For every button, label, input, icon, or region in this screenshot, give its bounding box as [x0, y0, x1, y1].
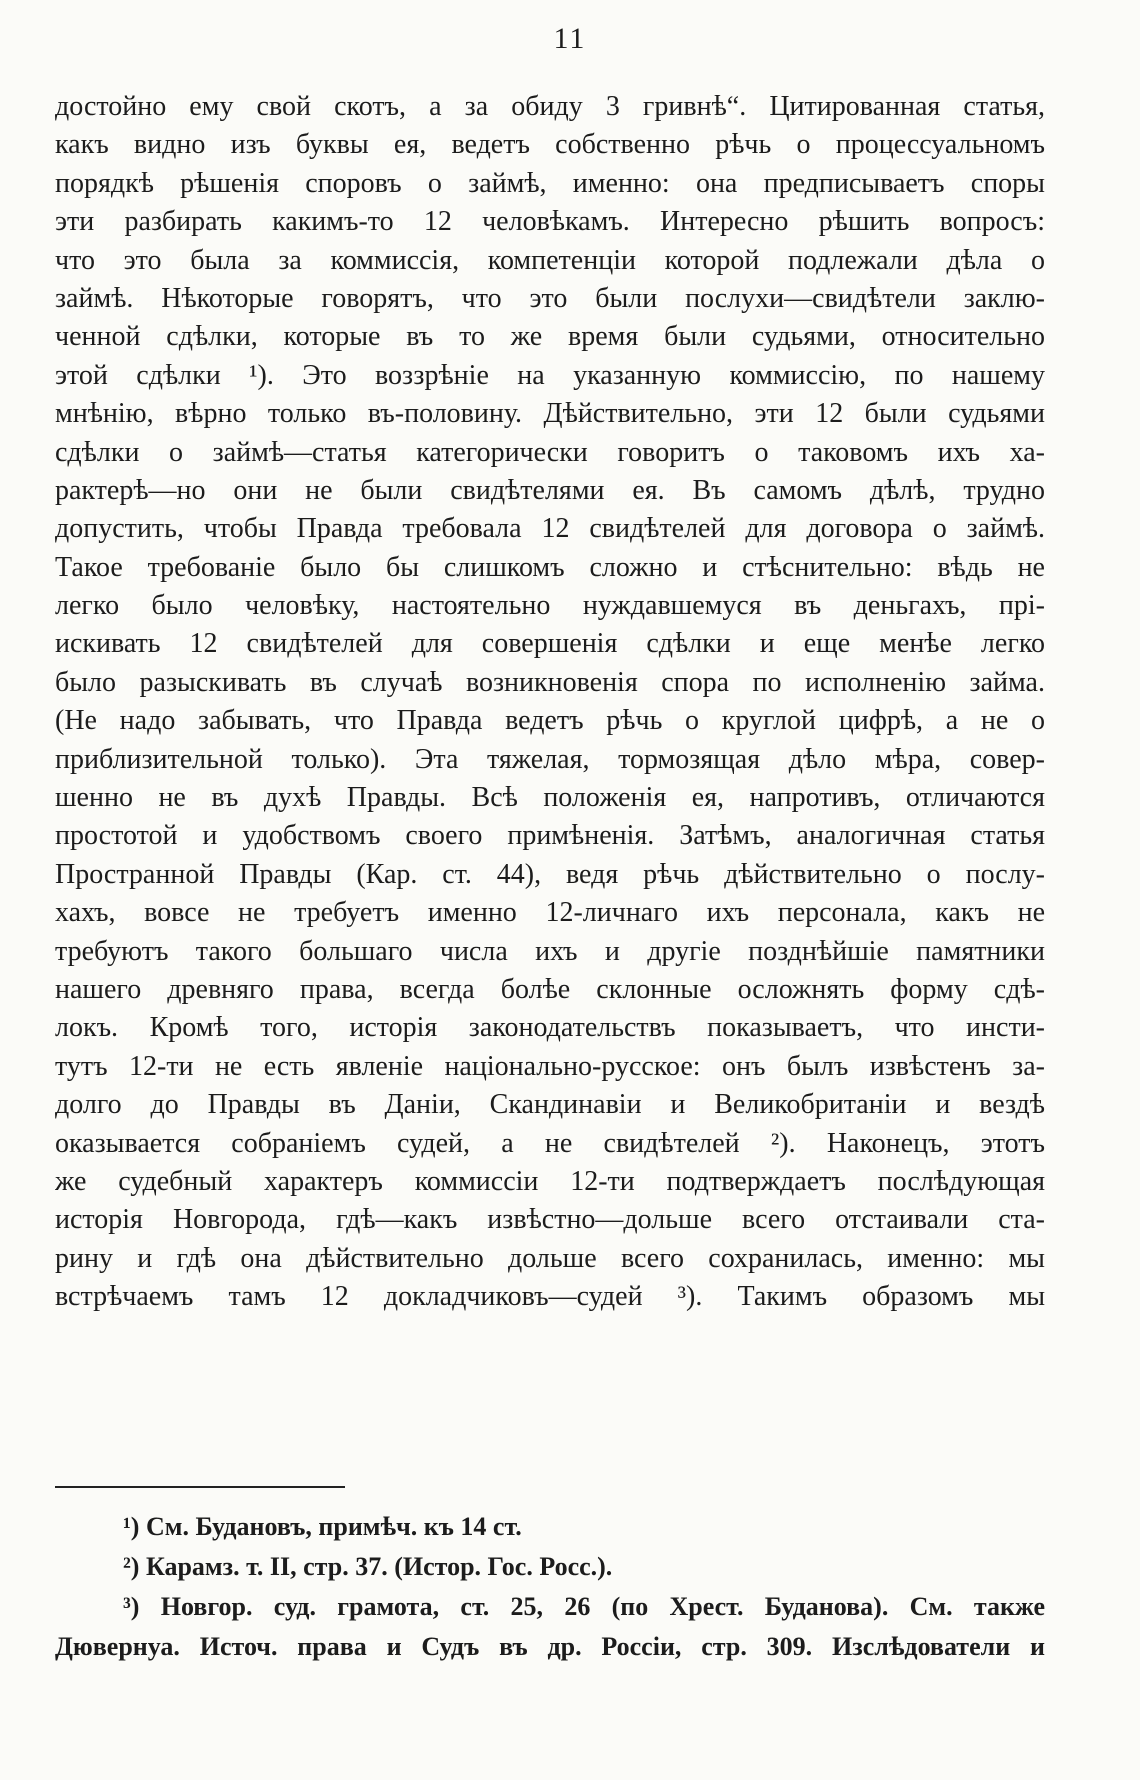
text-line: нашего древняго права, всегда болѣе склонные осложнять форму сдѣ- [55, 973, 1045, 1005]
text-line: мнѣнію, вѣрно только въ-половину. Дѣйствительно, эти 12 были судьями [55, 398, 1045, 430]
page-number: 11 [553, 22, 587, 55]
text-line: приблизительной только). Эта тяжелая, тормозящая дѣло мѣра, совер- [55, 743, 1045, 775]
text-line: требуютъ такого большаго числа ихъ и другіе позднѣйшіе памятники [55, 935, 1045, 967]
footnote-1: ¹) См. Будановъ, примѣч. къ 14 ст. [123, 1512, 522, 1541]
text-line: оказывается собраніемъ судей, а не свидѣтелей ²). Наконецъ, этотъ [55, 1127, 1045, 1159]
footnote-divider [55, 1486, 345, 1488]
text-line: достойно ему свой скотъ, а за обиду 3 гривнѣ“. Цитированная статья, [55, 91, 1045, 122]
text-line: ченной сдѣлки, которые въ то же время были судьями, относительно [55, 321, 1045, 353]
text-line: встрѣчаемъ тамъ 12 докладчиковъ—судей ³). Такимъ образомъ мы [55, 1281, 1045, 1313]
text-line: легко было человѣку, настоятельно нуждавшемуся въ деньгахъ, прі- [55, 590, 1045, 622]
text-line: займѣ. Нѣкоторые говорятъ, что это были послухи—свидѣтели заклю- [55, 282, 1045, 314]
text-line: локъ. Кромѣ того, исторія законодательствъ показываетъ, что инсти- [55, 1012, 1045, 1044]
text-line: исторія Новгорода, гдѣ—какъ извѣстно—дольше всего отстаивали ста- [55, 1204, 1045, 1236]
footnote-2: ²) Карамз. т. II, стр. 37. (Истор. Гос. Росс.). [123, 1552, 613, 1581]
text-line: же судебный характеръ коммиссіи 12-ти подтверждаетъ послѣдующая [55, 1165, 1045, 1197]
text-line: сдѣлки о займѣ—статья категорически говоритъ о таковомъ ихъ ха- [55, 436, 1045, 468]
footnote-3: ³) Новгор. суд. грамота, ст. 25, 26 (по Хрест. Буданова). См. также [123, 1592, 1045, 1621]
text-line: порядкѣ рѣшенія споровъ о займѣ, именно: она предписываетъ споры [55, 167, 1045, 199]
text-line: хахъ, вовсе не требуетъ именно 12-личнаго ихъ персонала, какъ не [55, 897, 1045, 929]
text-line: допустить, чтобы Правда требовала 12 свидѣтелей для договора о займѣ. [55, 513, 1045, 545]
text-line: какъ видно изъ буквы ея, ведетъ собственно рѣчь о процессуальномъ [55, 129, 1045, 161]
body-text [55, 88, 1045, 1317]
text-line: Такое требованіе было бы слишкомъ сложно и стѣснительно: вѣдь не [55, 551, 1045, 583]
text-line: шенно не въ духѣ Правды. Всѣ положенія ея, напротивъ, отличаются [55, 782, 1045, 814]
text-line: эти разбирать какимъ-то 12 человѣкамъ. Интересно рѣшить вопросъ: [55, 206, 1045, 238]
text-line: простотой и удобствомъ своего примѣненія. Затѣмъ, аналогичная статья [55, 820, 1045, 852]
text-line: (Не надо забывать, что Правда ведетъ рѣчь о круглой цифрѣ, а не о [55, 705, 1045, 737]
text-line: долго до Правды въ Даніи, Скандинавіи и Великобританіи и вездѣ [55, 1089, 1045, 1121]
text-line: рину и гдѣ она дѣйствительно дольше всего сохранилась, именно: мы [55, 1242, 1045, 1274]
text-line: было разыскивать въ случаѣ возникновенія спора по исполненію займа. [55, 666, 1045, 698]
text-line: этой сдѣлки ¹). Это воззрѣніе на указанную коммиссію, по нашему [55, 359, 1045, 391]
footnote-3-continued: Дювернуа. Источ. права и Судъ въ др. Россіи, стр. 309. Изслѣдователи и [55, 1632, 1045, 1661]
text-line: что это была за коммиссія, компетенціи которой подлежали дѣла о [55, 244, 1045, 276]
text-line: рактерѣ—но они не были свидѣтелями ея. Въ самомъ дѣлѣ, трудно [55, 474, 1045, 506]
footnotes [55, 1507, 1045, 1667]
text-line: тутъ 12-ти не есть явленіе національно-русское: онъ былъ извѣстенъ за- [55, 1050, 1045, 1082]
text-line: Пространной Правды (Кар. ст. 44), ведя рѣчь дѣйствительно о послу- [55, 858, 1045, 890]
text-line: искивать 12 свидѣтелей для совершенія сдѣлки и еще менѣе легко [55, 628, 1045, 660]
